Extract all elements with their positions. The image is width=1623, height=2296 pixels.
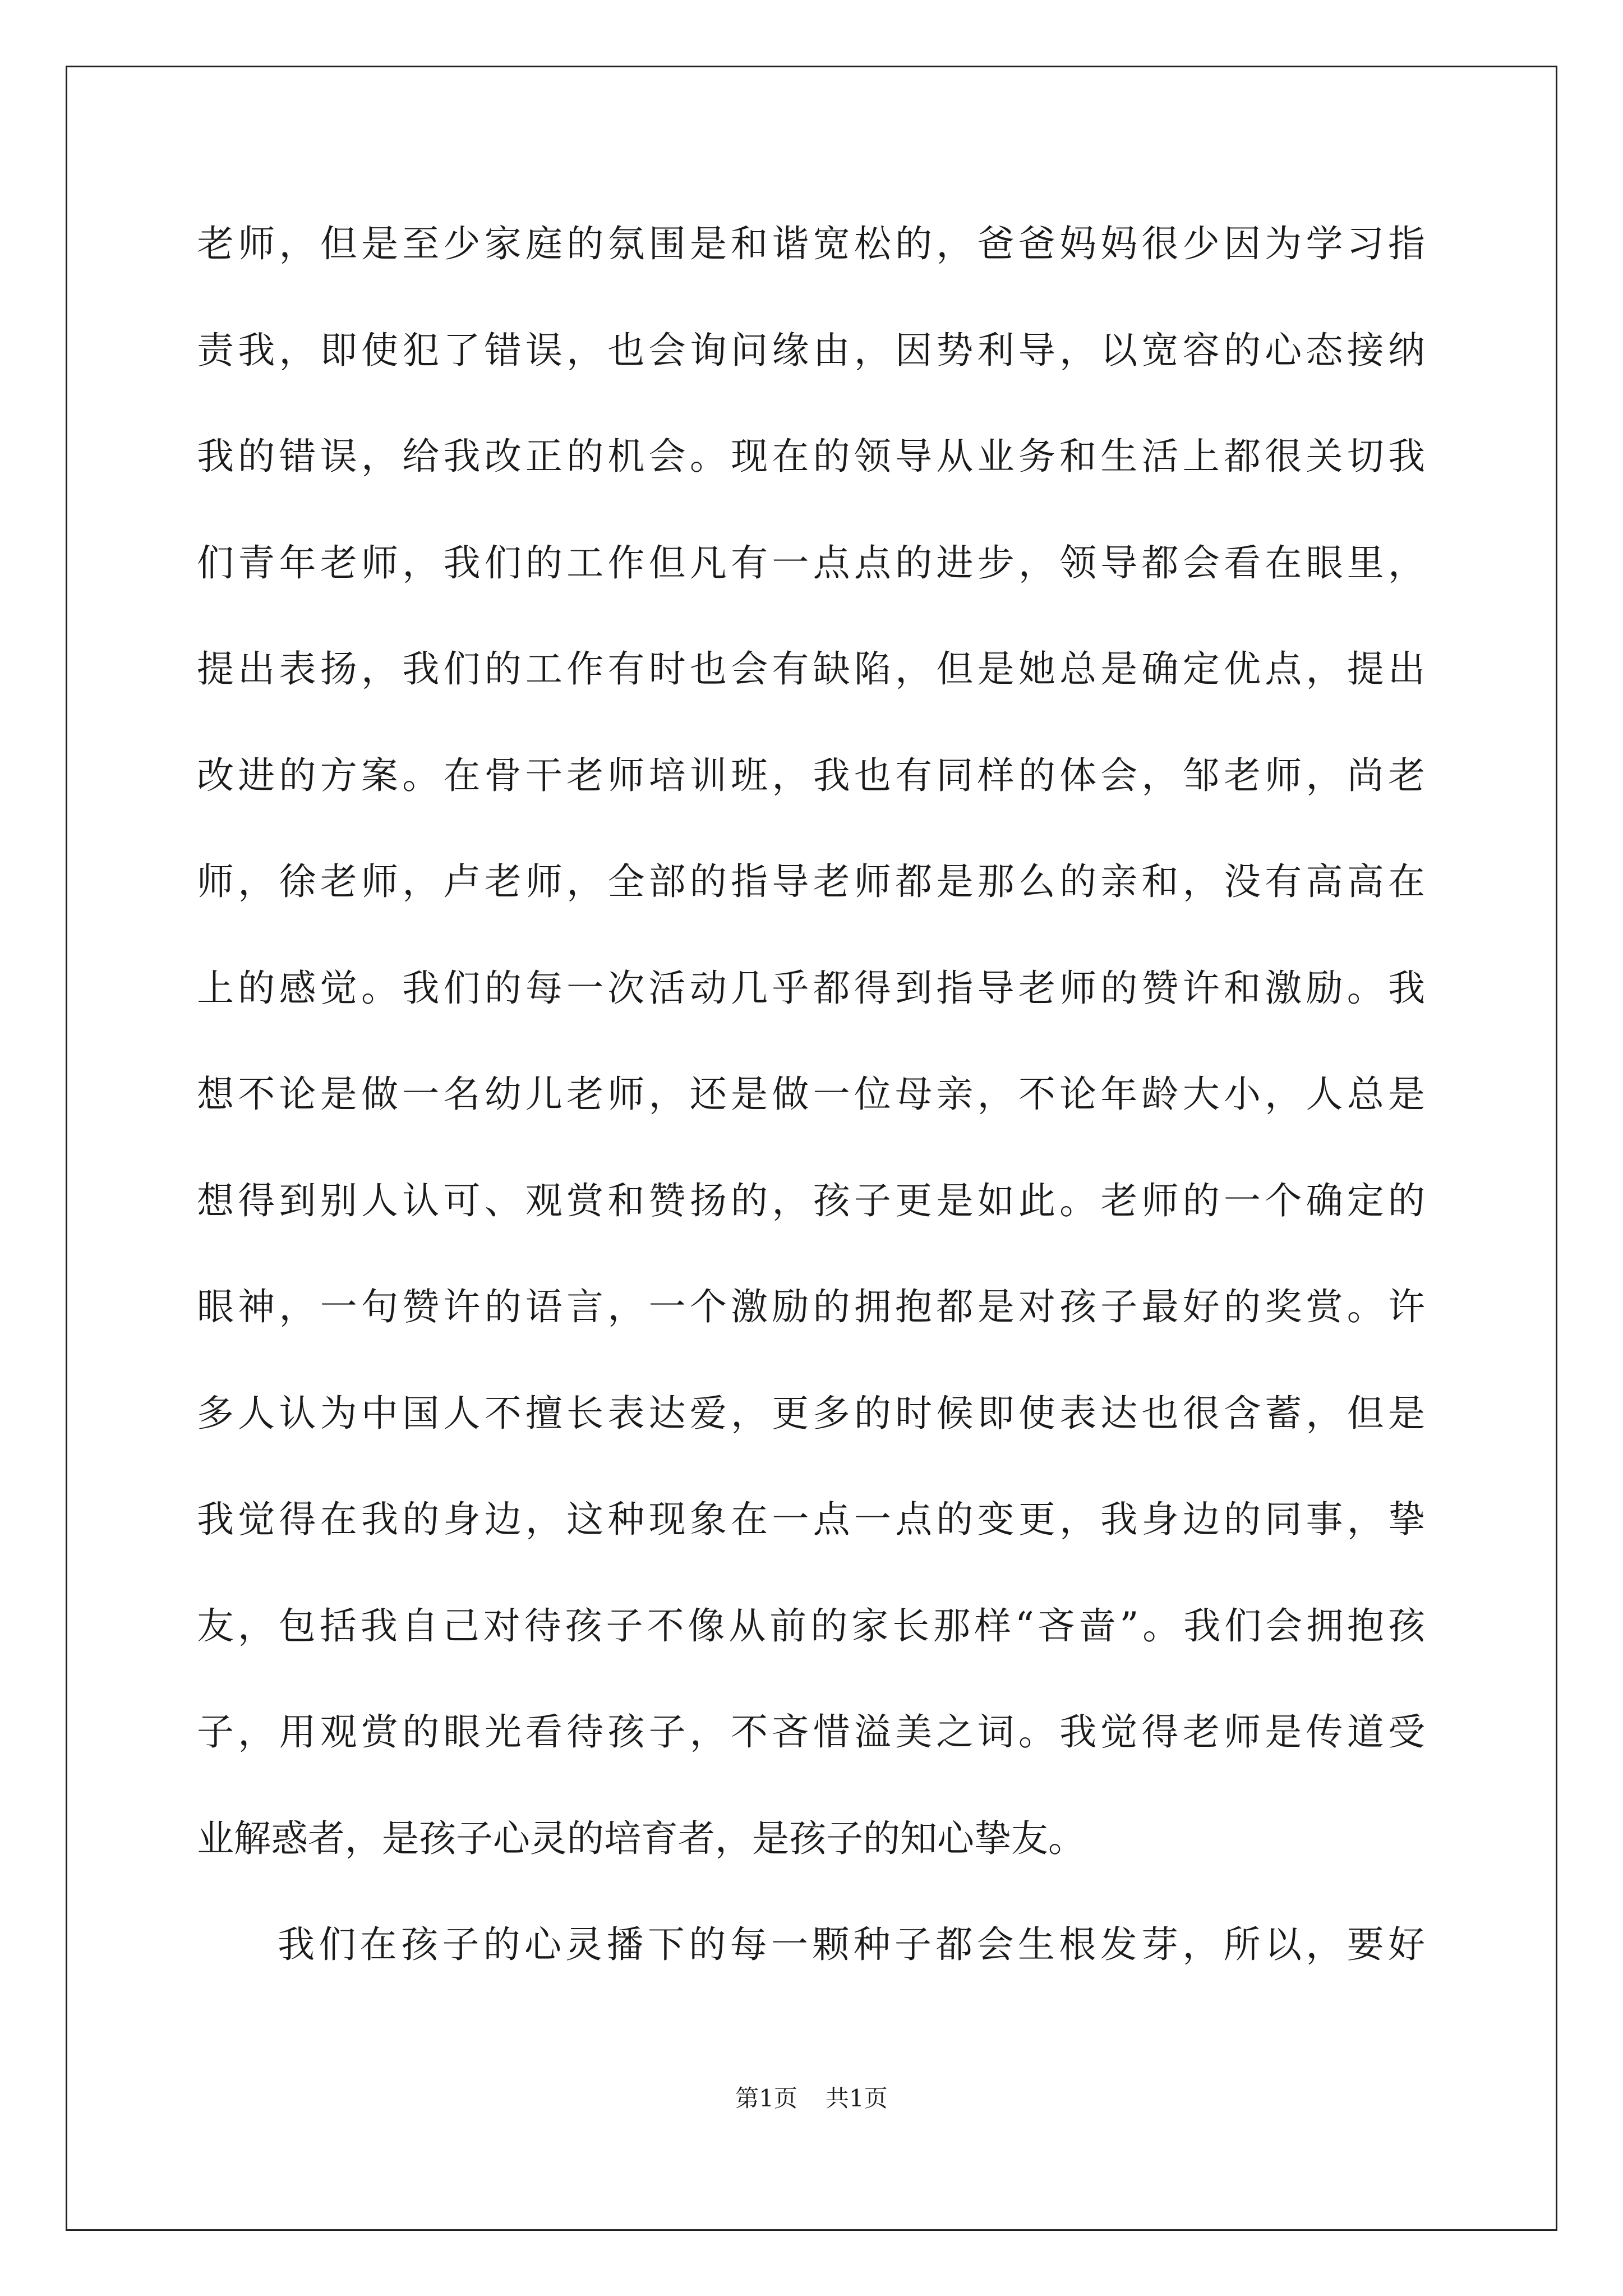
page-footer xyxy=(0,2085,1623,2113)
text-line: 想不论是做一名幼儿老师，还是做一位母亲，不论年龄大小，人总是 xyxy=(197,1073,1425,1116)
text-line: 友，包括我自己对待孩子不像从前的家长那样“吝啬”。我们会拥抱孩 xyxy=(197,1604,1425,1648)
text-line: 责我，即使犯了错误，也会询问缘由，因势利导，以宽容的心态接纳 xyxy=(197,328,1425,372)
body-text xyxy=(197,222,1425,2029)
text-line: 上的感觉。我们的每一次活动几乎都得到指导老师的赞许和激励。我 xyxy=(197,966,1425,1010)
text-line: 业解惑者，是孩子心灵的培育者，是孩子的知心挚友。 xyxy=(197,1816,1085,1860)
text-line: 老师，但是至少家庭的氛围是和谐宽松的，爸爸妈妈很少因为学习指 xyxy=(197,222,1425,265)
text-line: 们青年老师，我们的工作但凡有一点点的进步，领导都会看在眼里， xyxy=(197,541,1425,585)
text-line: 眼神，一句赞许的语言，一个激励的拥抱都是对孩子最好的奖赏。许 xyxy=(197,1285,1425,1328)
text-line: 我的错误，给我改正的机会。现在的领导从业务和生活上都很关切我 xyxy=(197,435,1425,478)
text-line: 子，用观赏的眼光看待孩子，不吝惜溢美之词。我觉得老师是传道受 xyxy=(197,1710,1425,1754)
page-number: 第1页 xyxy=(735,2085,797,2112)
page-total: 共1页 xyxy=(826,2085,888,2112)
text-line: 想得到别人认可、观赏和赞扬的，孩子更是如此。老师的一个确定的 xyxy=(197,1179,1425,1222)
text-line: 我觉得在我的身边，这种现象在一点一点的变更，我身边的同事，挚 xyxy=(197,1498,1425,1541)
text-line: 我们在孩子的心灵播下的每一颗种子都会生根发芽，所以，要好 xyxy=(278,1923,1425,1966)
text-line: 多人认为中国人不擅长表达爱，更多的时候即使表达也很含蓄，但是 xyxy=(197,1391,1425,1435)
text-line: 改进的方案。在骨干老师培训班，我也有同样的体会，邹老师，尚老 xyxy=(197,753,1425,797)
text-line: 提出表扬，我们的工作有时也会有缺陷，但是她总是确定优点，提出 xyxy=(197,647,1425,691)
text-line: 师，徐老师，卢老师，全部的指导老师都是那么的亲和，没有高高在 xyxy=(197,860,1425,903)
